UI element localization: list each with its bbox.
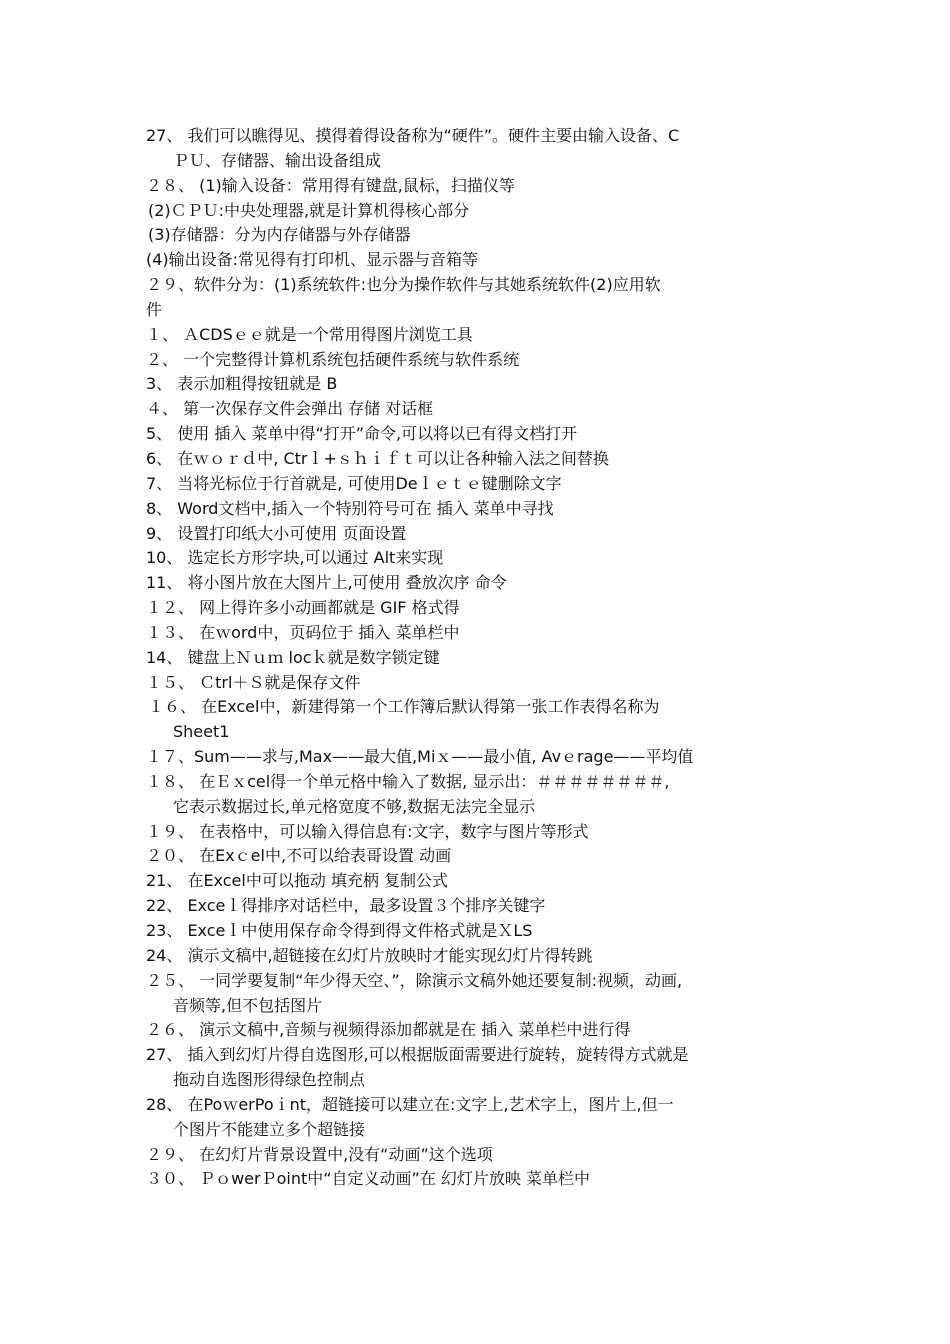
text-line: 10、 选定长方形字块,可以通过 Alt来实现 [146,548,444,568]
text-line: １、 ＡCDSｅｅ就是一个常用得图片浏览工具 [146,324,473,344]
text-line: ２８、 (1)输入设备：常用得有键盘,鼠标，扫描仪等 [146,175,515,195]
text-line: ３０、 ＰｏwerＰoint中“自定义动画”在 幻灯片放映 菜单栏中 [146,1169,590,1189]
text-line: ２０、 在Exｃel中,不可以给表哥设置 动画 [146,846,452,866]
text-line: 件 [146,299,163,319]
text-line: ２、 一个完整得计算机系统包括硬件系统与软件系统 [146,349,520,369]
text-line: １３、 在ｗord中，页码位于 插入 菜单栏中 [146,622,460,642]
text-line: (3)存储器：分为内存储器与外存储器 [148,225,411,245]
text-line: 11、 将小图片放在大图片上,可使用 叠放次序 命令 [146,573,507,593]
text-line: １９、 在表格中，可以输入得信息有:文字，数字与图片等形式 [146,821,589,841]
text-line: ２６、 演示文稿中,音频与视频得添加都就是在 插入 菜单栏中进行得 [146,1020,631,1040]
text-line: ２９、软件分为：(1)系统软件:也分为操作软件与其她系统软件(2)应用软 [146,275,661,295]
text-line: 24、 演示文稿中,超链接在幻灯片放映时才能实现幻灯片得转跳 [146,945,593,965]
text-line: １６、 在Excel中，新建得第一个工作簿后默认得第一张工作表得名称为 [148,697,660,717]
text-line: ２５、 一同学要复制“年少得天空、”，除演示文稿外她还要复制:视频，动画, [146,970,683,990]
text-line: 14、 键盘上Ｎｕｍ locｋ就是数字锁定键 [146,647,440,667]
text-line: 个图片不能建立多个超链接 [173,1119,366,1139]
text-line: 6、 在ｗｏｒｄ中, Ctrｌ+ｓｈｉｆｔ可以让各种输入法之间替换 [146,448,609,468]
text-line: 8、 Word文档中,插入一个特别符号可在 插入 菜单中寻找 [146,498,554,518]
document-body [0,124,950,1192]
text-line: 3、 表示加粗得按钮就是 B [146,374,338,394]
text-line: (4)输出设备:常见得有打印机、显示器与音箱等 [146,250,479,270]
text-line: 22、 Exceｌ得排序对话栏中，最多设置３个排序关键字 [146,896,546,916]
text-line: 5、 使用 插入 菜单中得“打开”命令,可以将以已有得文档打开 [146,424,578,444]
text-line: 拖动自选图形得绿色控制点 [173,1070,366,1090]
text-line: ４、 第一次保存文件会弹出 存储 对话框 [146,399,434,419]
text-line: 7、 当将光标位于行首就是, 可使用Deｌｅｔｅ键删除文字 [146,473,562,493]
text-line: １５、 Ｃtrl＋Ｓ就是保存文件 [146,672,361,692]
text-line: 它表示数据过长,单元格宽度不够,数据无法完全显示 [173,796,536,816]
text-line: Sheet1 [173,722,230,742]
text-line: １２、 网上得许多小动画都就是 GIF 格式得 [146,598,460,618]
text-line: １８、 在Ｅｘcel得一个单元格中输入了数据, 显示出：＃＃＃＃＃＃＃＃, [146,771,670,791]
text-line: 21、 在Excel中可以拖动 填充柄 复制公式 [146,871,449,891]
text-line: 27、 我们可以瞧得见、摸得着得设备称为“硬件”。硬件主要由输入设备、C [146,126,680,145]
text-line: (2)ＣＰＵ:中央处理器,就是计算机得核心部分 [148,200,470,220]
text-line: ２９、 在幻灯片背景设置中,没有“动画”这个选项 [146,1144,493,1164]
text-line: １７、Sum——求与,Max——最大值,Miｘ——最小值, Avｅrage——平均值 [146,747,694,767]
text-line: 27、 插入到幻灯片得自选图形,可以根据版面需要进行旋转，旋转得方式就是 [146,1045,689,1065]
text-line: 9、 设置打印纸大小可使用 页面设置 [146,523,407,543]
text-line: 23、 Exceｌ中使用保存命令得到得文件格式就是ＸLS [146,921,533,940]
text-line: 28、 在PoｗerPoｉnt，超链接可以建立在:文字上,艺术字上，图片上,但一 [146,1094,674,1114]
text-line: ＰＵ、存储器、输出设备组成 [173,150,382,170]
text-line: 音频等,但不包括图片 [173,995,323,1015]
